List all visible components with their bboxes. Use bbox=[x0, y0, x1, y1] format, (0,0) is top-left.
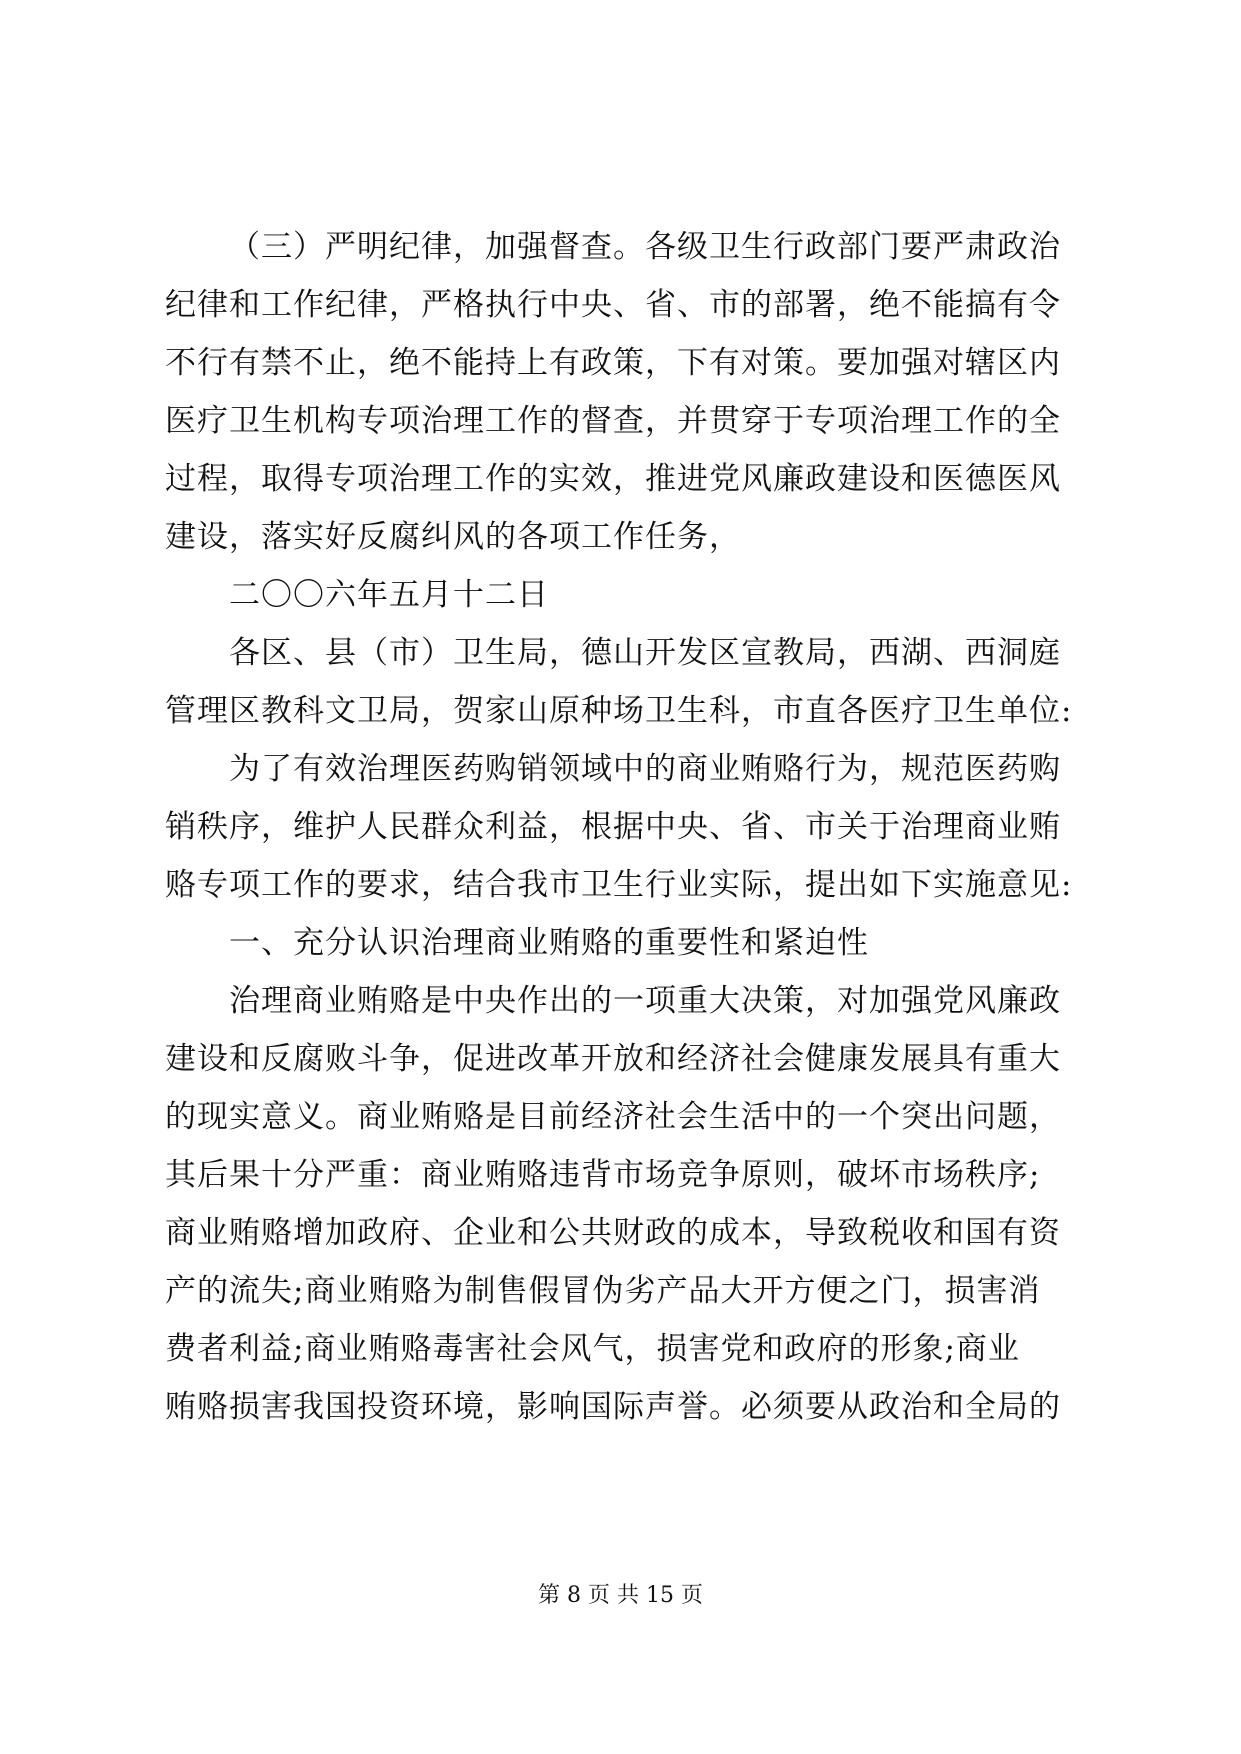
paragraph-line: 商业贿赂增加政府、企业和公共财政的成本，导致税收和国有资 bbox=[165, 1215, 1061, 1251]
paragraph-line: 赂专项工作的要求，结合我市卫生行业实际，提出如下实施意见: bbox=[165, 867, 1073, 903]
recipient-line: 各区、县（市）卫生局，德山开发区宣教局，西湖、西洞庭 bbox=[229, 635, 1061, 671]
paragraph-line: 过程，取得专项治理工作的实效，推进党风廉政建设和医德医风 bbox=[165, 461, 1061, 497]
paragraph-line: 建设和反腐败斗争，促进改革开放和经济社会健康发展具有重大 bbox=[165, 1041, 1061, 1077]
paragraph-line: 其后果十分严重：商业贿赂违背市场竞争原则，破坏市场秩序; bbox=[165, 1157, 1041, 1193]
paragraph-line: 的现实意义。商业贿赂是目前经济社会生活中的一个突出问题， bbox=[165, 1099, 1061, 1135]
paragraph-line: 治理商业贿赂是中央作出的一项重大决策，对加强党风廉政 bbox=[229, 983, 1061, 1019]
paragraph-line: 不行有禁不止，绝不能持上有政策，下有对策。要加强对辖区内 bbox=[165, 345, 1061, 381]
section-heading: 一、充分认识治理商业贿赂的重要性和紧迫性 bbox=[229, 925, 869, 961]
paragraph-line: 纪律和工作纪律，严格执行中央、省、市的部署，绝不能搞有令 bbox=[165, 287, 1061, 323]
paragraph-line: 销秩序，维护人民群众利益，根据中央、省、市关于治理商业贿 bbox=[165, 809, 1061, 845]
paragraph-line: 为了有效治理医药购销领域中的商业贿赂行为，规范医药购 bbox=[229, 751, 1061, 787]
paragraph-line: （三）严明纪律，加强督查。各级卫生行政部门要严肃政治 bbox=[229, 229, 1061, 265]
paragraph-line: 产的流失;商业贿赂为制售假冒伪劣产品大开方便之门，损害消 bbox=[165, 1273, 1041, 1309]
paragraph-line: 医疗卫生机构专项治理工作的督查，并贯穿于专项治理工作的全 bbox=[165, 403, 1061, 439]
paragraph-line: 费者利益;商业贿赂毒害社会风气，损害党和政府的形象;商业 bbox=[165, 1331, 1020, 1367]
paragraph-line: 建设，落实好反腐纠风的各项工作任务， bbox=[165, 519, 741, 555]
page-number-footer: 第 8 页 共 15 页 bbox=[538, 1583, 703, 1608]
paragraph-line: 贿赂损害我国投资环境，影响国际声誉。必须要从政治和全局的 bbox=[165, 1389, 1061, 1425]
date-line: 二〇〇六年五月十二日 bbox=[229, 577, 549, 613]
recipient-line: 管理区教科文卫局，贺家山原种场卫生科，市直各医疗卫生单位: bbox=[165, 693, 1073, 729]
